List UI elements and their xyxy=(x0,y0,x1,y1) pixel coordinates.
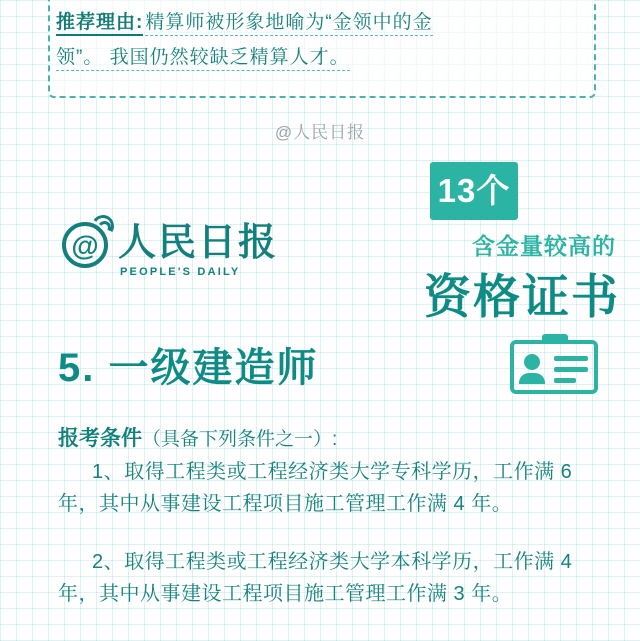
id-card-portrait-head xyxy=(524,354,540,370)
count-badge: 13个 xyxy=(430,162,518,220)
recommendation-text-2: 领”。 我国仍然较缺乏精算人才。 xyxy=(56,47,350,71)
id-card-icon xyxy=(510,334,600,396)
requirements-title xyxy=(58,422,337,452)
requirement-item-2-text: 2、取得工程类或工程经济类大学本科学历，工作满 4 年，其中从事建设工程项目施工管理工作满 3 年。 xyxy=(58,551,573,605)
requirement-item-1 xyxy=(58,456,598,520)
section-heading: 5. 一级建造师 xyxy=(58,346,319,390)
headline-title: 资格证书 xyxy=(424,270,620,323)
requirement-item-2 xyxy=(58,546,598,610)
requirement-item-1-text: 1、取得工程类或工程经济类大学专科学历，工作满 6 年，其中从事建设工程项目施工管理工作满 4 年。 xyxy=(58,461,573,515)
id-card-line-2 xyxy=(554,367,588,372)
recommendation-label: 推荐理由: xyxy=(56,12,143,36)
recommendation-content xyxy=(56,2,596,74)
logo-name-cn: 人民日报 xyxy=(118,222,279,264)
watermark: @人民日报 xyxy=(274,123,366,142)
at-symbol-icon: @ xyxy=(62,222,108,268)
requirements-title-normal: （具备下列条件之一）: xyxy=(142,429,338,450)
id-card-line-3 xyxy=(554,378,576,383)
recommendation-line-2 xyxy=(56,42,586,74)
logo-name-en: PEOPLE'S DAILY xyxy=(120,266,241,278)
headline-subtitle: 含金量较高的 xyxy=(472,233,616,259)
peoples-daily-logo xyxy=(62,222,279,284)
id-card-portrait-body xyxy=(519,373,545,384)
recommendation-text-1: 精算师被形象地喻为“金领中的金 xyxy=(145,12,432,36)
recommendation-line-1 xyxy=(56,8,586,38)
requirements-title-bold: 报考条件 xyxy=(58,427,142,450)
id-card-line-1 xyxy=(554,356,588,361)
